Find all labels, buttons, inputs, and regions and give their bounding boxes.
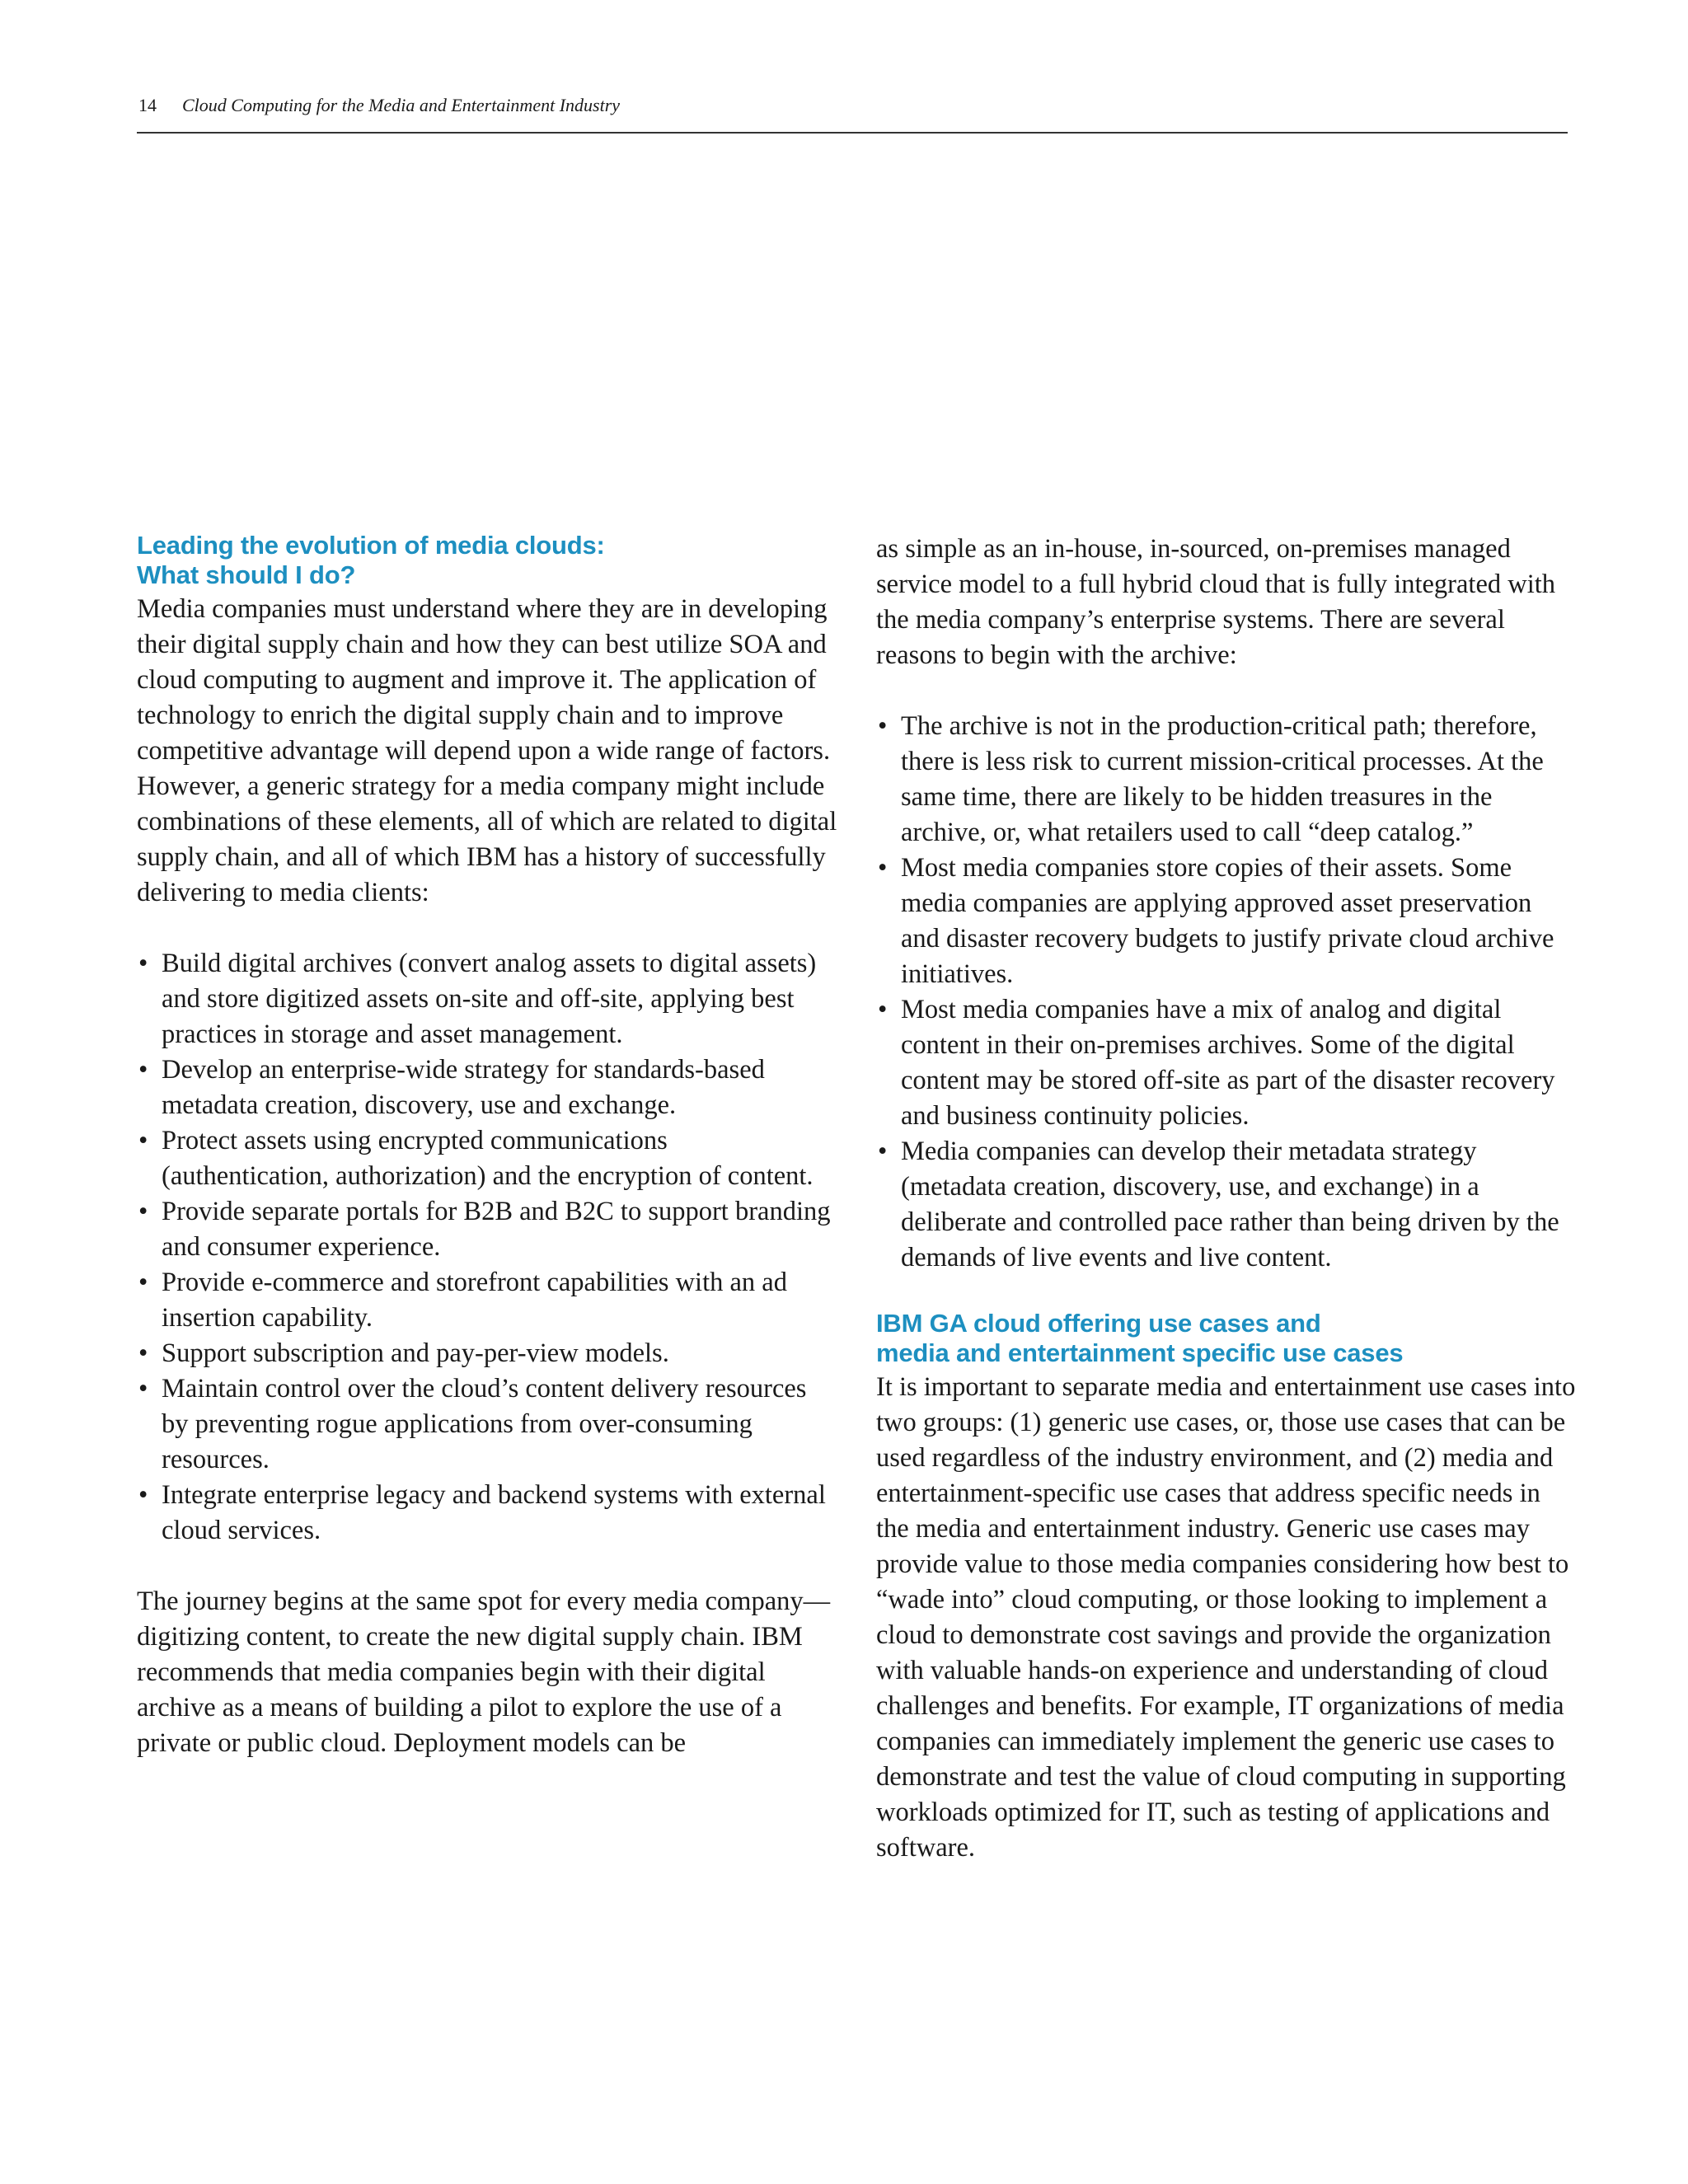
heading-line: What should I do? [137, 560, 356, 589]
document-title: Cloud Computing for the Media and Entertainment Industry [182, 95, 621, 115]
bullet-icon: • [138, 1126, 148, 1155]
list-item [137, 1123, 837, 1194]
list-item [137, 1265, 837, 1336]
journey-paragraph: The journey begins at the same spot for every media company—digitizing content, to create the new digital supply chain. IBM recommends that media companies begin with their digital archive as a means of building a pilot to explore the use of a private or public cloud. Deployment models can be [137, 1586, 831, 1758]
section-heading-use-cases [876, 1309, 1577, 1368]
list-item-text: Provide separate portals for B2B and B2C to support branding and consumer experience. [162, 1197, 831, 1262]
list-item [137, 1194, 837, 1265]
list-item-text: Maintain control over the cloud’s content delivery resources by preventing rogue applications from over-consuming resources. [162, 1374, 807, 1474]
list-item-text: Media companies can develop their metadata strategy (metadata creation, discovery, use, and exchange) in a deliberate and controlled pace rather than being driven by the demands of live events and live content. [901, 1137, 1559, 1272]
bullet-icon: • [878, 853, 888, 883]
list-item-text: Build digital archives (convert analog assets to digital assets) and store digitized assets on-site and off-site, applying best practices in storage and asset management. [162, 949, 817, 1049]
right-column [876, 532, 1577, 1866]
list-item-text: Most media companies have a mix of analog and digital content in their on-premises archives. Some of the digital content may be stored off-site as part of the disaster recovery and business continuity policies. [901, 995, 1555, 1131]
list-item [137, 1052, 837, 1123]
bullet-icon: • [878, 1137, 888, 1166]
bullet-icon: • [138, 1055, 148, 1085]
list-item [876, 851, 1577, 992]
strategy-bullet-list [137, 946, 837, 1549]
list-item [876, 1134, 1577, 1276]
heading-line: Leading the evolution of media clouds: [137, 531, 605, 560]
list-item [876, 992, 1577, 1134]
bullet-icon: • [138, 1480, 148, 1510]
bullet-icon: • [138, 1338, 148, 1368]
list-item-text: Support subscription and pay-per-view models. [162, 1338, 669, 1368]
archive-reasons-bullet-list [876, 709, 1577, 1276]
list-item-text: Most media companies store copies of their assets. Some media companies are applying approved asset preservation and disaster recovery budgets to justify private cloud archive initiatives. [901, 853, 1554, 989]
bullet-icon: • [138, 1374, 148, 1404]
page-number: 14 [138, 95, 157, 115]
use-cases-paragraph: It is important to separate media and entertainment use cases into two groups: (1) generic use cases, or, those use cases that can be used regardless of the industry environment, and (2) media and entertainment-specific use cases that address specific needs in the media and entertainment industry. Generic use cases may provide value to those media companies considering how best to “wade into” cloud computing, or those looking to implement a cloud to demonstrate cost savings and provide the organization with valuable hands-on experience and understanding of cloud challenges and benefits. For example, IT organizations of media companies can immediately implement the generic use cases to demonstrate and test the value of cloud computing in supporting workloads optimized for IT, such as testing of applications and software. [876, 1372, 1576, 1863]
left-column [137, 531, 837, 1761]
continuation-paragraph: as simple as an in-house, in-sourced, on-premises managed service model to a full hybrid cloud that is fully integrated with the media company’s enterprise systems. There are several reasons to begin with the archive: [876, 534, 1556, 670]
heading-line: IBM GA cloud offering use cases and [876, 1309, 1321, 1338]
list-item [137, 1336, 837, 1371]
bullet-icon: • [878, 711, 888, 741]
list-item-text: Develop an enterprise-wide strategy for standards-based metadata creation, discovery, use and exchange. [162, 1055, 765, 1120]
list-item-text: Protect assets using encrypted communications (authentication, authorization) and the encryption of content. [162, 1126, 814, 1191]
intro-paragraph: Media companies must understand where they are in developing their digital supply chain and how they can best utilize SOA and cloud computing to augment and improve it. The application of technology to enrich the digital supply chain and to improve competitive advantage will depend upon a wide range of factors. However, a generic strategy for a media company might include combinations of these elements, all of which are related to digital supply chain, and all of which IBM has a history of successfully delivering to media clients: [137, 594, 837, 907]
list-item [137, 946, 837, 1052]
list-item-text: Integrate enterprise legacy and backend systems with external cloud services. [162, 1480, 826, 1545]
bullet-icon: • [138, 949, 148, 978]
page-header [137, 92, 1568, 134]
bullet-icon: • [138, 1268, 148, 1297]
list-item [876, 709, 1577, 851]
list-item-text: Provide e-commerce and storefront capabilities with an ad insertion capability. [162, 1268, 787, 1333]
bullet-icon: • [878, 995, 888, 1024]
list-item-text: The archive is not in the production-critical path; therefore, there is less risk to current mission-critical processes. At the same time, there are likely to be hidden treasures in the archive, or, what retailers used to call “deep catalog.” [901, 711, 1544, 847]
section-heading-evolution [137, 531, 837, 590]
list-item [137, 1478, 837, 1549]
bullet-icon: • [138, 1197, 148, 1226]
heading-line: media and entertainment specific use cases [876, 1338, 1404, 1367]
list-item [137, 1371, 837, 1478]
